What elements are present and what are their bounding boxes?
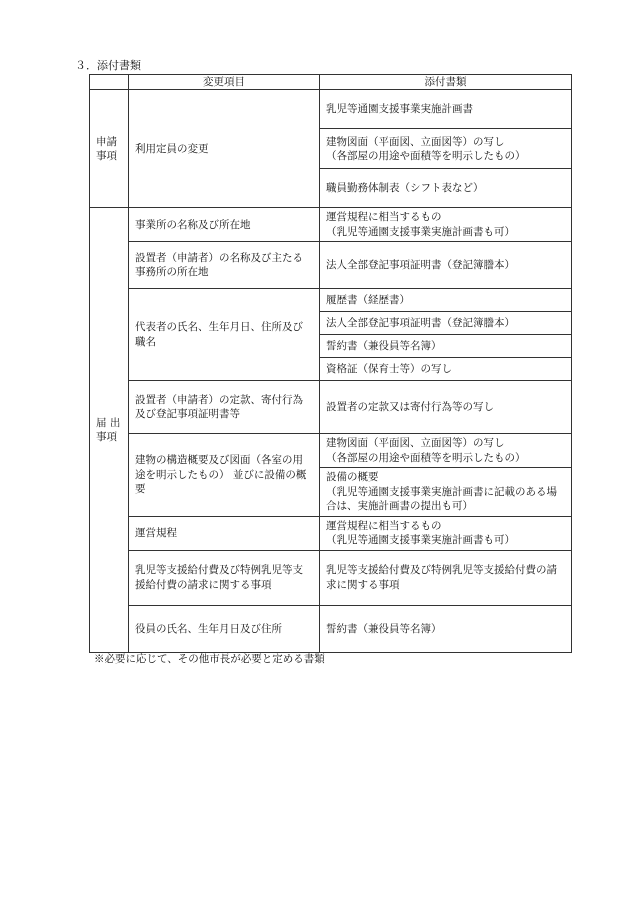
table-row (90, 381, 572, 434)
change-item-cell: 乳児等支援給付費及び特例乳児等支援給付費の請求に関する事項 (129, 550, 320, 605)
doc-cell: 法人全部登記事項証明書（登記簿謄本） (320, 242, 572, 289)
table-row (90, 242, 572, 289)
doc-cell: 履歴書（経歴書） (320, 289, 572, 312)
table-row (90, 289, 572, 312)
change-item-cell: 設置者（申請者）の名称及び主たる事務所の所在地 (129, 242, 320, 289)
table-row (90, 605, 572, 652)
header-attached-docs: 添付書類 (320, 75, 572, 90)
change-item-cell: 運営規程 (129, 516, 320, 550)
table-row (90, 434, 572, 468)
doc-cell: 運営規程に相当するもの （乳児等通園支援事業実施計画書も可） (320, 516, 572, 550)
doc-cell: 職員勤務体制表（シフト表など） (320, 169, 572, 208)
category-label: 事項 (96, 149, 117, 162)
category-notification (90, 208, 129, 652)
change-item-cell: 利用定員の変更 (129, 90, 320, 208)
table-row (90, 208, 572, 242)
header-blank (90, 75, 129, 90)
category-label: 届 出 (96, 416, 121, 429)
table-row (90, 90, 572, 129)
table-row (90, 550, 572, 605)
category-label: 申請 (96, 135, 117, 148)
attachment-table (89, 74, 572, 653)
table-row (90, 516, 572, 550)
header-row (90, 75, 572, 90)
doc-cell: 乳児等通園支援事業実施計画書 (320, 90, 572, 129)
change-item-cell: 役員の氏名、生年月日及び住所 (129, 605, 320, 652)
doc-cell: 法人全部登記事項証明書（登記簿謄本） (320, 312, 572, 335)
category-application (90, 90, 129, 208)
doc-cell: 運営規程に相当するもの （乳児等通園支援事業実施計画書も可） (320, 208, 572, 242)
change-item-cell: 建物の構造概要及び図面（各室の用途を明示したもの） 並びに設備の概要 (129, 434, 320, 516)
doc-cell: 設備の概要 （乳児等通園支援事業実施計画書に記載のある場合は、実施計画書の提出も可） (320, 468, 572, 516)
doc-cell: 誓約書（兼役員等名簿） (320, 605, 572, 652)
header-change-item: 変更項目 (129, 75, 320, 90)
change-item-cell: 事業所の名称及び所在地 (129, 208, 320, 242)
doc-cell: 資格証（保育士等）の写し (320, 358, 572, 381)
footnote: ※必要に応じて、その他市長が必要と定める書類 (94, 653, 325, 665)
doc-cell: 建物図面（平面図、立面図等）の写し （各部屋の用途や面積等を明示したもの） (320, 434, 572, 468)
section-heading: ３．添付書類 (75, 59, 141, 72)
doc-cell: 設置者の定款又は寄付行為等の写し (320, 381, 572, 434)
change-item-cell: 代表者の氏名、生年月日、住所及び職名 (129, 289, 320, 381)
change-item-cell: 設置者（申請者）の定款、寄付行為及び登記事項証明書等 (129, 381, 320, 434)
doc-cell: 誓約書（兼役員等名簿） (320, 335, 572, 358)
category-label: 事項 (96, 431, 117, 444)
doc-cell: 建物図面（平面図、立面図等）の写し （各部屋の用途や面積等を明示したもの） (320, 129, 572, 169)
doc-cell: 乳児等支援給付費及び特例乳児等支援給付費の請求に関する事項 (320, 550, 572, 605)
